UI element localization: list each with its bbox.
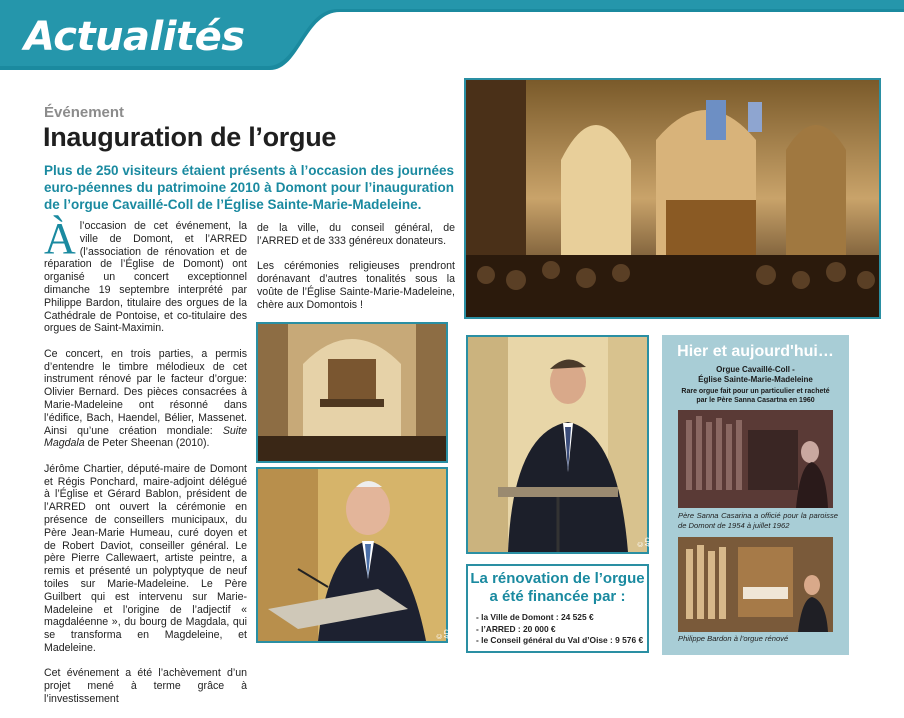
article-column-2: [257, 222, 455, 324]
funding-box: [466, 564, 649, 653]
sidebar-subtitle-2: Église Sainte-Marie-Madeleine: [698, 375, 813, 384]
funding-item: - l’ARRED : 20 000 €: [476, 623, 556, 634]
sidebar-subtitle-1: Orgue Cavaillé-Coll -: [716, 365, 795, 374]
sidebar-title: Hier et aujourd'hui…: [677, 343, 834, 360]
paragraph-concert: [44, 348, 247, 450]
photo-historic-organ: [678, 410, 833, 508]
funding-title-line-1: La rénovation de l’orgue: [470, 570, 645, 587]
paragraph-concert-end: de Peter Sheenan (2010).: [84, 437, 210, 450]
paragraph-intro-text: l’occasion de cet événement, la ville de Domont, et l’ARRED (l’association de rénovation et de réparation de l’Église de Domont) ont organisé un concert exceptionnel dimanche 19 septembre interprété par Philippe Bardon, titulaire des orgues de la Cathédrale de Pontoise, et co-titulaire des orgues de Saint-Maximin.: [44, 220, 247, 335]
sidebar-subtitle-4: par le Père Sanna Casartna en 1960: [696, 397, 815, 404]
drop-cap: À: [44, 214, 76, 263]
photo-organist: [466, 335, 652, 554]
paragraph-project: Cet événement a été l’achèvement d’un projet mené à terme grâce à l’investissement: [44, 667, 247, 705]
photo-restored-organ: [678, 537, 833, 632]
photo-credit-organist: © AD: [638, 537, 652, 547]
paragraph-donors: de la ville, du conseil général, de l’ARRED et de 333 généreux donateurs.: [257, 222, 455, 247]
funding-title: [468, 570, 647, 606]
caption-restored-organ: Philippe Bardon à l’orgue rénové: [678, 634, 789, 643]
article-kicker: Événement: [44, 104, 125, 121]
header-band: [0, 0, 904, 70]
sidebar-then-and-now: [662, 335, 849, 655]
article-lead: Plus de 250 visiteurs étaient présents à l’occasion des journées euro-péennes du patrimoine 2010 à Domont pour l’inauguration de l’orgue Cavaillé-Coll de l’Église Sainte-Marie-Madeleine.: [44, 163, 454, 212]
sidebar-subtitle-3: Rare orgue fait pour un particulier et racheté: [681, 388, 830, 395]
paragraph-ceremony: Jérôme Chartier, député-maire de Domont et Régis Ponchard, maire-adjoint délégué à l’Église et Gérard Bablon, président de l’ARRED ont ouvert la cérémonie en présence de conseillers municipaux, du Père Jean-Marie Humeau, curé doyen et de Robert Daviot, conseiller général. Le père Pierre Callewaert, artiste peintre, a remis et présenté un polyptyque de neuf toiles sur Marie-Madeleine. Le Père Guilbert qui est intervenu sur Marie-Madeleine et l’origine de l’adjectif « magdaléenne », du bourg de Magdala, qui se transforma en Magdeleine, et Madeleine.: [44, 462, 247, 654]
section-title: Actualités: [24, 14, 245, 60]
photo-church-audience: [464, 78, 881, 319]
work-title: Suite Magdala: [44, 424, 247, 450]
article-headline: Inauguration de l’orgue: [43, 122, 337, 152]
funding-list: [476, 612, 646, 647]
photo-credit: © AD: [437, 629, 451, 639]
paragraph-closing: Les cérémonies religieuses prendront dorénavant d’autres tonalités sous la voûte de l’Église Sainte-Marie-Madeleine, chère aux Domontois !: [257, 260, 455, 311]
funding-item: - le Conseil général du Val d’Oise : 9 576 €: [476, 635, 644, 645]
caption-historic-organ: Père Sanna Casarina a officié pour la paroisse de Domont de 1954 à juillet 1962: [678, 511, 838, 530]
paragraph-intro: [44, 214, 247, 335]
paragraph-concert-text: Ce concert, en trois parties, a permis d’entendre le timbre mélodieux de cet instrument rénové par le facteur d’orgue: Olivier Bernard. Des pièces consacrées à Marie-Madeleine ont résonné dans l’édifice, Bach, Haendel, Bélier, Massenet. Ainsi qu’une création mondiale:: [44, 347, 247, 437]
article-column-1: [44, 214, 247, 718]
photo-speaker: [256, 467, 451, 643]
photo-organ-gallery: [256, 322, 448, 463]
funding-title-line-2: a été financée par :: [489, 588, 626, 605]
funding-item: - la Ville de Domont : 24 525 €: [476, 612, 594, 622]
